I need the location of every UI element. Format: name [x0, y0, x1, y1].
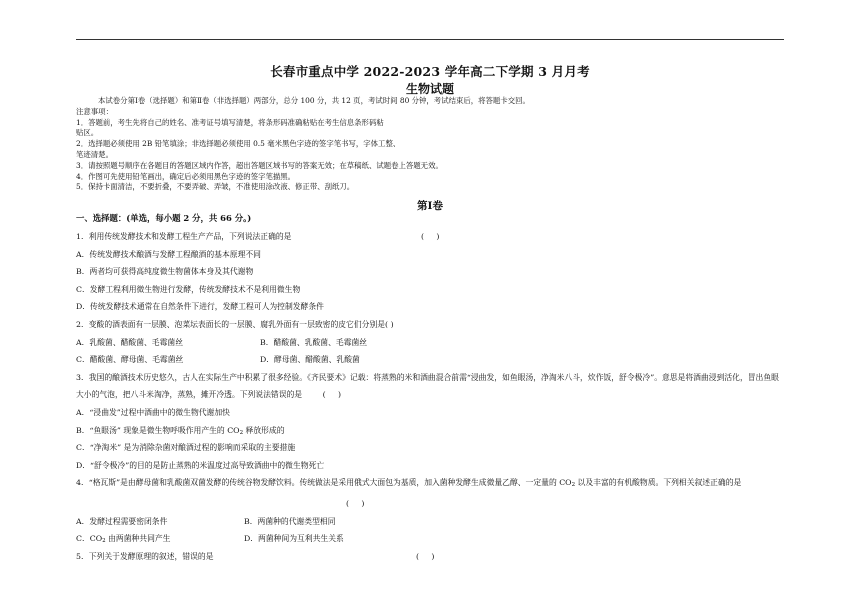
- question-2-options-row-2: [76, 351, 784, 369]
- notice-item-1: 1．答题前，考生先将自己的姓名、准考证号填写清楚，将条形码准确粘贴在考生信息条形码粘: [76, 117, 384, 127]
- exam-title: 长春市重点中学 2022-2023 学年高二下学期 3 月月考: [270, 64, 590, 79]
- answer-bracket: ( ): [322, 390, 342, 400]
- question-1-stem: 1．利用传统发酵技术和发酵工程生产产品，下列说法正确的是 ( ): [76, 228, 784, 246]
- header-rule: [76, 39, 784, 40]
- notice-item-5: 5．保持卡面清洁，不要折叠，不要弄破、弄皱，不准使用涂改液、修正带、刮纸刀。: [76, 182, 355, 192]
- answer-bracket: ( ): [421, 232, 440, 241]
- question-3-option-d: D．“舒令极冷”的目的是防止蒸熟的米温度过高导致酒曲中的微生物死亡: [76, 460, 325, 470]
- question-4-options-row-2: [76, 530, 784, 548]
- part-heading: 一、选择题：(单选，每小题 2 分，共 66 分。): [76, 213, 252, 223]
- instructions-intro: 本试卷分第Ⅰ卷（选择题）和第Ⅱ卷（非选择题）两部分，总分 100 分，共 12 页，考试时间 80 分钟，考试结束后，将答题卡交回。: [98, 96, 530, 105]
- section-title: 第Ⅰ卷: [417, 200, 443, 212]
- question-4-option-b: B．两菌种的代谢类型相同: [244, 516, 336, 526]
- question-3-option-b: B．“鱼眼汤” 现象是微生物呼吸作用产生的 $CO_2$ 释放形成的: [76, 425, 285, 436]
- notice-heading: 注意事项：: [76, 106, 113, 116]
- question-1-option-a: A．传统发酵技术酿酒与发酵工程酿酒的基本原理不同: [76, 249, 261, 259]
- question-2-option-d: D．酵母菌、醋酸菌、乳酸菌: [260, 355, 360, 365]
- answer-bracket: ( ): [385, 319, 394, 329]
- exam-subtitle: 生物试题: [405, 82, 454, 96]
- question-1-option-d: D．传统发酵技术通常在自然条件下进行，发酵工程可人为控制发酵条件: [76, 302, 324, 312]
- notice-item-3: 3．请按照题号顺序在各题目的答题区域内作答，超出答题区域书写的答案无效；在草稿纸、试题卷上答题无效。: [76, 160, 443, 170]
- question-4-options-row-1: [76, 513, 784, 531]
- question-2-option-a: A．乳酸菌、醋酸菌、毛霉菌丝: [76, 337, 183, 347]
- question-3-option-a: A．“浸曲发”过程中酒曲中的微生物代谢加快: [76, 407, 230, 417]
- question-2-option-b: B．醋酸菌、乳酸菌、毛霉菌丝: [260, 337, 368, 347]
- question-3-stem: 3．我国的酿酒技术历史悠久，古人在实际生产中积累了很多经验。《齐民要术》记载：将蒸熟的米和酒曲混合前需“浸曲发，如鱼眼汤，净淘米八斗，炊作饭，舒令极冷”。意思是将酒曲浸到活化，冒出鱼眼大小的气泡，把八斗米淘净，蒸熟，摊开冷透。下列说法错误的是 ( ): [76, 372, 779, 400]
- question-4-option-a: A．发酵过程需要密闭条件: [76, 516, 168, 526]
- question-1-option-c: C．发酵工程利用微生物进行发酵，传统发酵技术不是利用微生物: [76, 284, 301, 294]
- question-2-option-c: C．醋酸菌、酵母菌、毛霉菌丝: [76, 355, 184, 365]
- notice-item-4: 4．作图可先使用铅笔画出，确定后必须用黑色字迹的签字笔描黑。: [76, 171, 296, 181]
- question-4-option-c: C．$CO_2$ 由两菌种共同产生: [76, 534, 171, 545]
- question-2-stem: 2．变酸的酒表面有一层膜、泡菜坛表面长的一层膜、腐乳外面有一层致密的皮它们分别是( ): [76, 319, 394, 329]
- answer-bracket: ( ): [416, 551, 435, 561]
- question-1-option-b: B．两者均可获得高纯度微生物菌体本身及其代谢物: [76, 267, 254, 277]
- question-3-option-c: C．“净淘米” 是为消除杂菌对酿酒过程的影响而采取的主要措施: [76, 443, 296, 453]
- answer-bracket: ( ): [346, 498, 365, 508]
- question-4-option-d: D．两菌种间为互利共生关系: [244, 534, 344, 544]
- question-5-stem: 5．下列关于发酵原理的叙述，错误的是 ( ): [76, 548, 784, 566]
- exam-instructions: [76, 96, 784, 193]
- notice-item-1-cont: 贴区。: [76, 128, 99, 138]
- notice-item-2: 2．选择题必须使用 2B 铅笔填涂；非选择题必须使用 0.5 毫米黑色字迹的签字笔书写，字体工整、: [76, 139, 401, 149]
- question-4-stem: 4．“格瓦斯”是由酵母菌和乳酸菌双菌发酵的传统谷物发酵饮料。传统做法是采用俄式大面包为基质，加入菌种发酵生成微量乙醇、一定量的 $CO_2$ 以及丰富的有机酸物质。下列相关叙述正确的是 ( ): [76, 478, 742, 508]
- question-list: [76, 228, 784, 565]
- notice-item-2-cont: 笔迹清楚。: [76, 149, 113, 159]
- question-2-options-row-1: [76, 334, 784, 352]
